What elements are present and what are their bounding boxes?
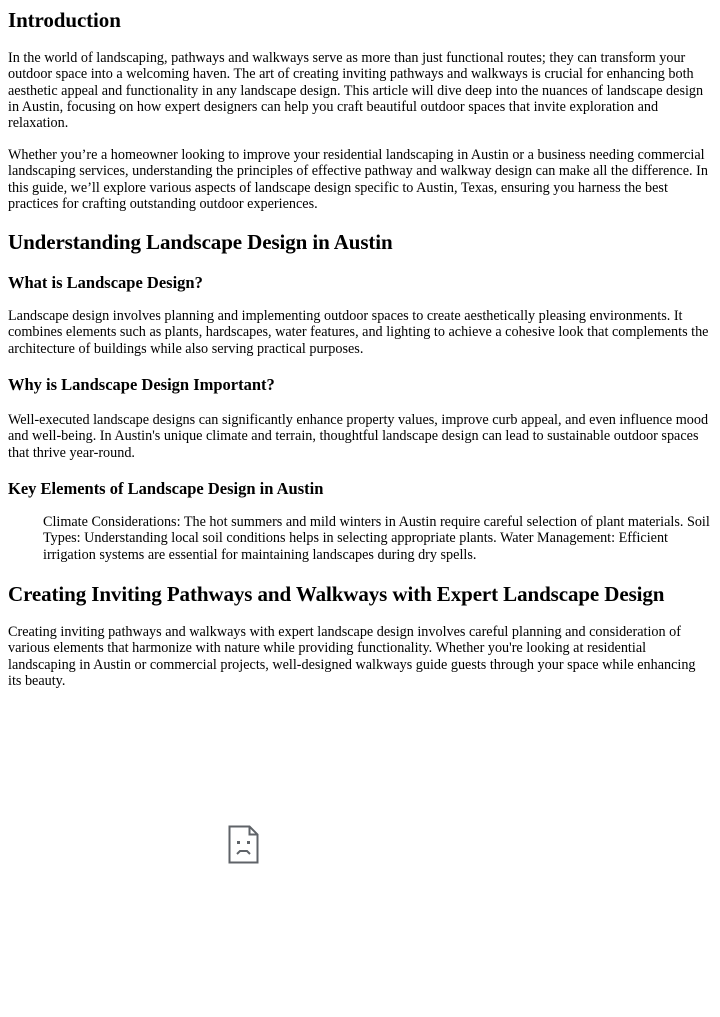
understanding-heading: Understanding Landscape Design in Austin [8, 230, 393, 254]
intro-paragraph-1: In the world of landscaping, pathways and walkways serve as more than just functional routes; they can transform your outdoor space into a welcoming haven. The art of creating inviting pathways and walkways is crucial for enhancing both aesthetic appeal and functionality in any landscape design. This article will dive deep into the nuances of landscape design in Austin, focusing on how expert designers can help you craft beautiful outdoor spaces that invite exploration and relaxation. [8, 50, 704, 132]
key-elements-heading: Key Elements of Landscape Design in Austin [8, 479, 324, 498]
what-is-heading: What is Landscape Design? [8, 273, 203, 292]
intro-paragraph-2: Whether you’re a homeowner looking to improve your residential landscaping in Austin or a business needing commercial landscaping services, understanding the principles of effective pathway and walkway design can make all the difference. In this guide, we’ll explore various aspects of landscape design specific to Austin, Texas, ensuring you harness the best practices for crafting outstanding outdoor experiences. [8, 147, 708, 212]
key-elements-text: Climate Considerations: The hot summers and mild winters in Austin require careful selection of plant materials. Soil Types: Understanding local soil conditions helps in selecting appropriate plants. Water Management: Efficient irrigation systems are essential for maintaining landscapes during dry spells. [43, 514, 710, 563]
why-important-paragraph: Well-executed landscape designs can significantly enhance property values, improve curb appeal, and even influence mood and well-being. In Austin's unique climate and terrain, thoughtful landscape design can lead to sustainable outdoor spaces that thrive year-round. [8, 412, 709, 461]
creating-pathways-paragraph: Creating inviting pathways and walkways with expert landscape design involves careful planning and consideration of various elements that harmonize with nature while providing functionality. Whether you're looking at residential landscaping in Austin or commercial projects, well-designed walkways guide guests through your space while enhancing its beauty. [8, 624, 696, 689]
what-is-paragraph: Landscape design involves planning and implementing outdoor spaces to create aesthetically pleasing environments. It combines elements such as plants, hardscapes, water features, and lighting to achieve a cohesive look that complements the architecture of buildings while also serving practical purposes. [8, 308, 709, 357]
creating-pathways-heading: Creating Inviting Pathways and Walkways with Expert Landscape Design [8, 582, 665, 606]
why-important-heading: Why is Landscape Design Important? [8, 375, 275, 394]
broken-image-icon [228, 825, 259, 864]
introduction-heading: Introduction [8, 8, 121, 32]
